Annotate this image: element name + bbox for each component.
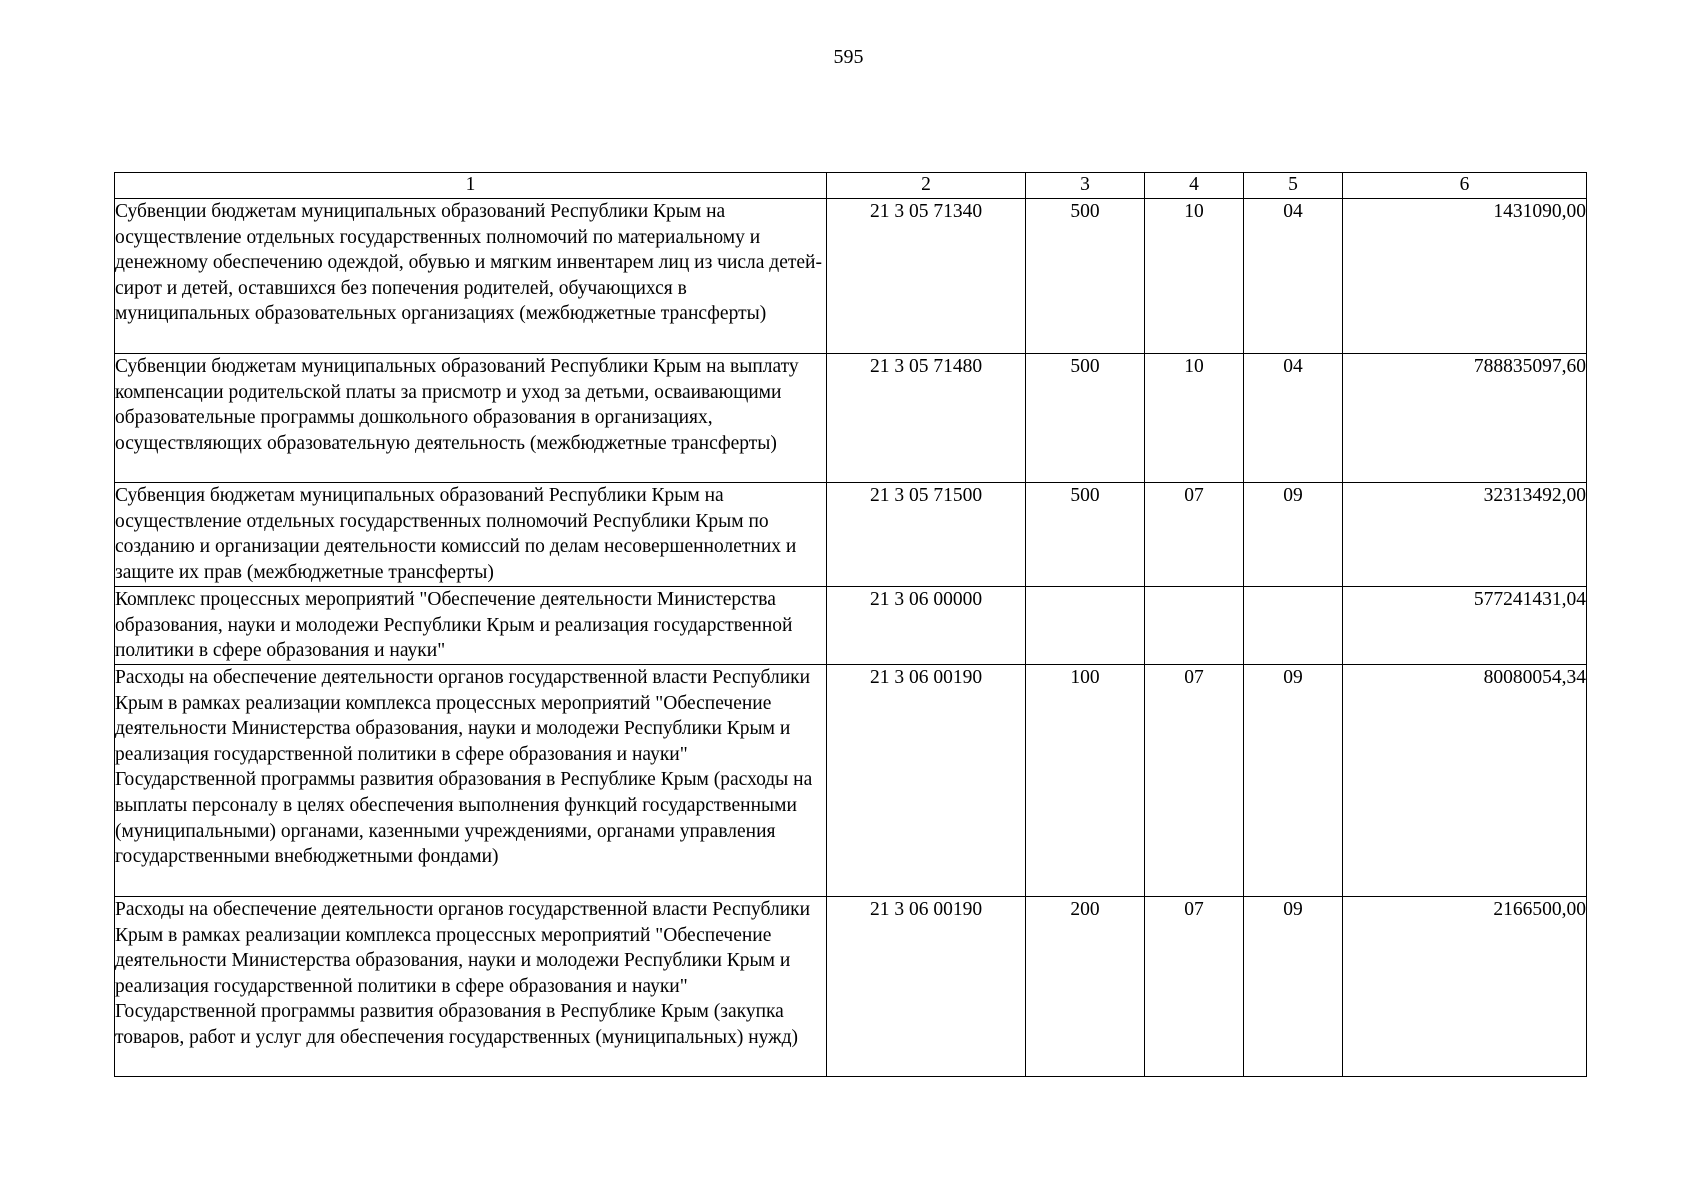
row-name: Комплекс процессных мероприятий "Обеспечение деятельности Министерства образования, науки и молодежи Республики Крым и реализация государственной политики в сфере образования и науки" <box>115 587 827 665</box>
table-row <box>115 199 1587 354</box>
row-section: 07 <box>1145 897 1244 1077</box>
row-name: Субвенции бюджетам муниципальных образований Республики Крым на выплату компенсации родительской платы за присмотр и уход за детьми, осваивающими образовательные программы дошкольного образования в организациях, осуществляющих образовательную деятельность (межбюджетные трансферты) <box>115 354 827 483</box>
row-expense-type: 500 <box>1026 354 1145 483</box>
table-row <box>115 587 1587 665</box>
row-expense-type: 200 <box>1026 897 1145 1077</box>
row-amount: 1431090,00 <box>1343 199 1587 354</box>
column-number-3: 3 <box>1026 173 1145 199</box>
page-number: 595 <box>833 46 864 68</box>
row-code: 21 3 06 00190 <box>827 665 1026 897</box>
row-section: 10 <box>1145 199 1244 354</box>
row-code: 21 3 05 71340 <box>827 199 1026 354</box>
table-row <box>115 354 1587 483</box>
table-row <box>115 483 1587 587</box>
table-body <box>115 173 1587 1077</box>
row-expense-type: 500 <box>1026 199 1145 354</box>
row-code: 21 3 05 71500 <box>827 483 1026 587</box>
row-code: 21 3 05 71480 <box>827 354 1026 483</box>
table-row <box>115 665 1587 897</box>
row-subsection: 04 <box>1244 354 1343 483</box>
row-code: 21 3 06 00000 <box>827 587 1026 665</box>
column-number-5: 5 <box>1244 173 1343 199</box>
row-expense-type: 100 <box>1026 665 1145 897</box>
column-number-2: 2 <box>827 173 1026 199</box>
table-row <box>115 897 1587 1077</box>
column-number-6: 6 <box>1343 173 1587 199</box>
row-name: Субвенции бюджетам муниципальных образований Республики Крым на осуществление отдельных государственных полномочий по материальному и денежному обеспечению одеждой, обувью и мягким инвентарем лиц из числа детей-сирот и детей, оставшихся без попечения родителей, обучающихся в муниципальных образовательных организациях (межбюджетные трансферты) <box>115 199 827 354</box>
row-name: Субвенция бюджетам муниципальных образований Республики Крым на осуществление отдельных государственных полномочий Республики Крым по созданию и организации деятельности комиссий по делам несовершеннолетних и защите их прав (межбюджетные трансферты) <box>115 483 827 587</box>
row-subsection: 04 <box>1244 199 1343 354</box>
row-section: 10 <box>1145 354 1244 483</box>
row-amount: 2166500,00 <box>1343 897 1587 1077</box>
row-section: 07 <box>1145 483 1244 587</box>
column-number-1: 1 <box>115 173 827 199</box>
row-expense-type: 500 <box>1026 483 1145 587</box>
row-amount: 788835097,60 <box>1343 354 1587 483</box>
row-amount: 80080054,34 <box>1343 665 1587 897</box>
row-name: Расходы на обеспечение деятельности органов государственной власти Республики Крым в рамках реализации комплекса процессных мероприятий "Обеспечение деятельности Министерства образования, науки и молодежи Республики Крым и реализация государственной политики в сфере образования и науки" Государственной программы развития образования в Республике Крым (закупка товаров, работ и услуг для обеспечения государственных (муниципальных) нужд) <box>115 897 827 1077</box>
row-amount: 577241431,04 <box>1343 587 1587 665</box>
column-number-row <box>115 173 1587 199</box>
row-section <box>1145 587 1244 665</box>
row-subsection: 09 <box>1244 897 1343 1077</box>
row-amount: 32313492,00 <box>1343 483 1587 587</box>
row-section: 07 <box>1145 665 1244 897</box>
row-subsection: 09 <box>1244 665 1343 897</box>
row-subsection: 09 <box>1244 483 1343 587</box>
column-number-4: 4 <box>1145 173 1244 199</box>
row-expense-type <box>1026 587 1145 665</box>
row-name: Расходы на обеспечение деятельности органов государственной власти Республики Крым в рамках реализации комплекса процессных мероприятий "Обеспечение деятельности Министерства образования, науки и молодежи Республики Крым и реализация государственной политики в сфере образования и науки" Государственной программы развития образования в Республике Крым (расходы на выплаты персоналу в целях обеспечения выполнения функций государственными (муниципальными) органами, казенными учреждениями, органами управления государственными внебюджетными фондами) <box>115 665 827 897</box>
row-subsection <box>1244 587 1343 665</box>
budget-table <box>114 172 1587 1077</box>
row-code: 21 3 06 00190 <box>827 897 1026 1077</box>
